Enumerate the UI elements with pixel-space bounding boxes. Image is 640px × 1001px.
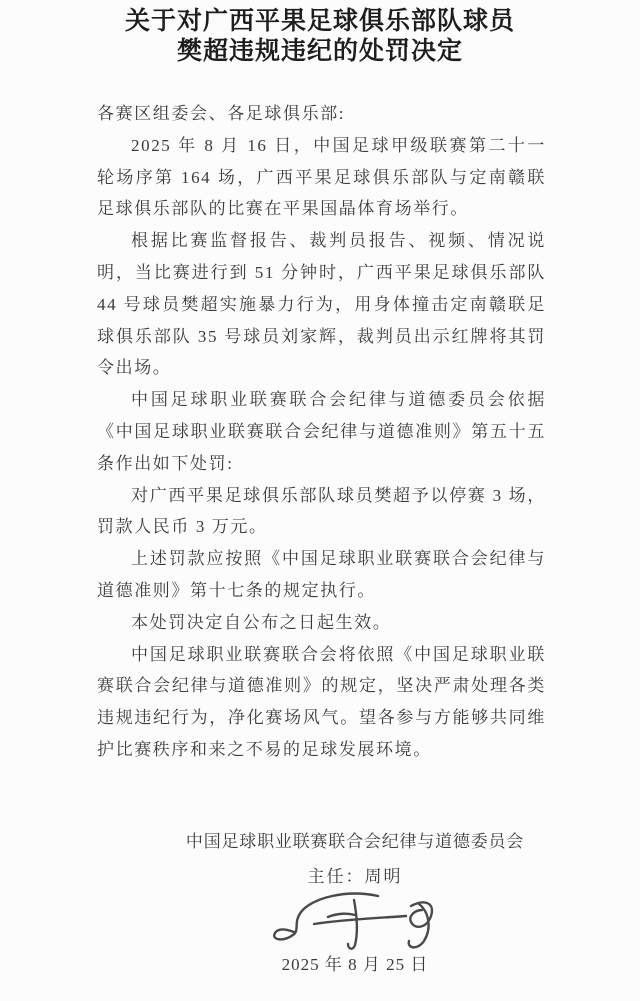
document-title-line2: 樊超违规违纪的处罚决定 bbox=[176, 38, 463, 65]
paragraph: 根据比赛监督报告、裁判员报告、视频、情况说明，当比赛进行到 51 分钟时，广西平果足球俱乐部队 44 号球员樊超实施暴力行为，用身体撞击定南赣联足球俱乐部队 35 号球员刘家辉，裁判员出示红牌将其罚令出场。 bbox=[97, 231, 546, 378]
paragraph: 中国足球职业联赛联合会将依照《中国足球职业联赛联合会纪律与道德准则》的规定，坚决严肃处理各类违规违纪行为，净化赛场风气。望各参与方能够共同维护比赛秩序和来之不易的足球发展环境。 bbox=[97, 644, 546, 759]
document-title-line1: 关于对广西平果足球俱乐部队球员 bbox=[124, 8, 515, 35]
signature-handwriting-icon bbox=[268, 889, 443, 951]
document-title bbox=[0, 7, 640, 67]
paragraph: 中国足球职业联赛联合会纪律与道德委员会依据《中国足球职业联赛联合会纪律与道德准则》第五十五条作出如下处罚: bbox=[97, 390, 546, 473]
signoff-block bbox=[70, 828, 640, 977]
document-body bbox=[97, 98, 546, 766]
paragraph: 对广西平果足球俱乐部队球员樊超予以停赛 3 场，罚款人民币 3 万元。 bbox=[97, 485, 546, 537]
paragraph: 本处罚决定自公布之日起生效。 bbox=[131, 612, 392, 632]
signoff-organization: 中国足球职业联赛联合会纪律与道德委员会 bbox=[185, 832, 525, 851]
paragraph: 2025 年 8 月 16 日，中国足球甲级联赛第二十一轮场序第 164 场，广西平果足球俱乐部队与定南赣联足球俱乐部队的比赛在平果国晶体育场举行。 bbox=[97, 135, 546, 219]
signoff-date: 2025 年 8 月 25 日 bbox=[281, 955, 429, 974]
paragraph: 上述罚款应按照《中国足球职业联赛联合会纪律与道德准则》第十七条的规定执行。 bbox=[97, 549, 546, 600]
signature-area bbox=[70, 889, 640, 951]
salutation: 各赛区组委会、各足球俱乐部: bbox=[97, 104, 346, 123]
paragraph-list bbox=[97, 130, 546, 766]
signoff-signer-title: 主任：周明 bbox=[307, 867, 403, 886]
